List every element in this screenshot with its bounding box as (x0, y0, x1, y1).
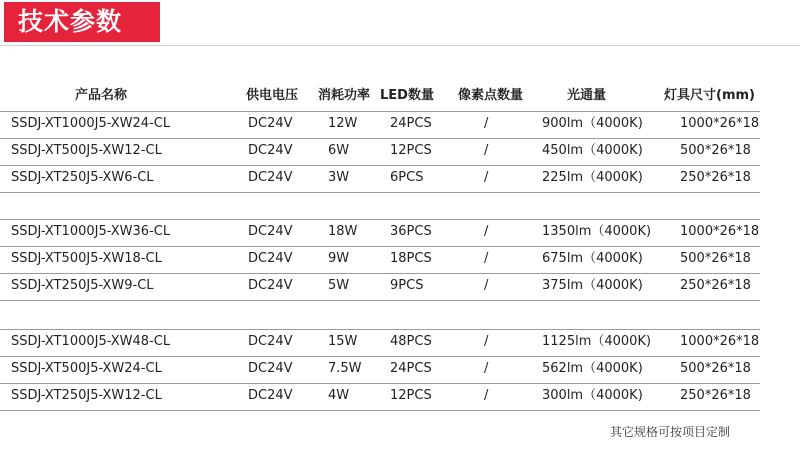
header-dimensions: 灯具尺寸(mm) (664, 88, 755, 103)
cell-power: 18W (328, 224, 358, 239)
cell-voltage: DC24V (248, 334, 293, 349)
cell-luminous-flux: 1350lm（4000K) (542, 224, 652, 239)
cell-voltage: DC24V (248, 251, 293, 266)
cell-led-count: 36PCS (390, 224, 432, 239)
cell-product-name: SSDJ-XT250J5-XW12-CL (11, 388, 162, 403)
cell-led-count: 6PCS (390, 170, 424, 185)
cell-dimensions: 250*26*18 (680, 170, 751, 185)
cell-luminous-flux: 562lm（4000K) (542, 361, 643, 376)
cell-led-count: 48PCS (390, 334, 432, 349)
row-divider (0, 273, 760, 274)
section-title: 技术参数 (4, 2, 160, 42)
cell-luminous-flux: 450lm（4000K) (542, 143, 643, 158)
title-divider (0, 45, 800, 46)
row-divider (0, 383, 760, 384)
cell-voltage: DC24V (248, 116, 293, 131)
cell-voltage: DC24V (248, 278, 293, 293)
cell-dimensions: 1000*26*18 (680, 224, 760, 239)
cell-led-count: 12PCS (390, 388, 432, 403)
customization-note: 其它规格可按项目定制 (610, 425, 731, 439)
cell-power: 6W (328, 143, 350, 158)
cell-pixel-count: / (484, 251, 489, 266)
cell-product-name: SSDJ-XT250J5-XW9-CL (11, 278, 154, 293)
header-power: 消耗功率 (318, 88, 371, 103)
cell-dimensions: 500*26*18 (680, 251, 751, 266)
cell-luminous-flux: 300lm（4000K) (542, 388, 643, 403)
cell-luminous-flux: 675lm（4000K) (542, 251, 643, 266)
header-pixel-count: 像素点数量 (458, 88, 524, 103)
cell-product-name: SSDJ-XT500J5-XW12-CL (11, 143, 162, 158)
cell-luminous-flux: 900lm（4000K) (542, 116, 643, 131)
cell-product-name: SSDJ-XT1000J5-XW36-CL (11, 224, 171, 239)
row-divider (0, 192, 760, 193)
cell-power: 7.5W (328, 361, 362, 376)
cell-dimensions: 1000*26*18 (680, 334, 760, 349)
cell-dimensions: 500*26*18 (680, 143, 751, 158)
cell-voltage: DC24V (248, 388, 293, 403)
header-product-name: 产品名称 (75, 88, 128, 103)
row-divider (0, 410, 760, 411)
cell-power: 5W (328, 278, 350, 293)
cell-dimensions: 250*26*18 (680, 278, 751, 293)
header-luminous-flux: 光通量 (567, 88, 607, 103)
cell-led-count: 24PCS (390, 116, 432, 131)
cell-dimensions: 250*26*18 (680, 388, 751, 403)
cell-pixel-count: / (484, 143, 489, 158)
cell-product-name: SSDJ-XT500J5-XW24-CL (11, 361, 162, 376)
cell-power: 9W (328, 251, 350, 266)
cell-power: 12W (328, 116, 358, 131)
row-divider (0, 329, 760, 330)
cell-pixel-count: / (484, 388, 489, 403)
cell-luminous-flux: 1125lm（4000K) (542, 334, 652, 349)
cell-pixel-count: / (484, 278, 489, 293)
cell-led-count: 12PCS (390, 143, 432, 158)
cell-led-count: 24PCS (390, 361, 432, 376)
cell-pixel-count: / (484, 116, 489, 131)
cell-product-name: SSDJ-XT1000J5-XW24-CL (11, 116, 171, 131)
row-divider (0, 111, 760, 112)
cell-pixel-count: / (484, 361, 489, 376)
cell-pixel-count: / (484, 170, 489, 185)
cell-product-name: SSDJ-XT500J5-XW18-CL (11, 251, 162, 266)
cell-power: 3W (328, 170, 350, 185)
cell-luminous-flux: 375lm（4000K) (542, 278, 643, 293)
cell-pixel-count: / (484, 224, 489, 239)
cell-product-name: SSDJ-XT1000J5-XW48-CL (11, 334, 171, 349)
cell-voltage: DC24V (248, 143, 293, 158)
cell-product-name: SSDJ-XT250J5-XW6-CL (11, 170, 154, 185)
cell-power: 4W (328, 388, 350, 403)
cell-dimensions: 500*26*18 (680, 361, 751, 376)
row-divider (0, 219, 760, 220)
row-divider (0, 300, 760, 301)
cell-voltage: DC24V (248, 224, 293, 239)
cell-voltage: DC24V (248, 170, 293, 185)
header-led-count: LED数量 (380, 88, 434, 103)
row-divider (0, 138, 760, 139)
cell-voltage: DC24V (248, 361, 293, 376)
cell-dimensions: 1000*26*18 (680, 116, 760, 131)
header-voltage: 供电电压 (246, 88, 299, 103)
cell-pixel-count: / (484, 334, 489, 349)
cell-power: 15W (328, 334, 358, 349)
cell-led-count: 18PCS (390, 251, 432, 266)
cell-led-count: 9PCS (390, 278, 424, 293)
row-divider (0, 246, 760, 247)
cell-luminous-flux: 225lm（4000K) (542, 170, 643, 185)
row-divider (0, 165, 760, 166)
row-divider (0, 356, 760, 357)
